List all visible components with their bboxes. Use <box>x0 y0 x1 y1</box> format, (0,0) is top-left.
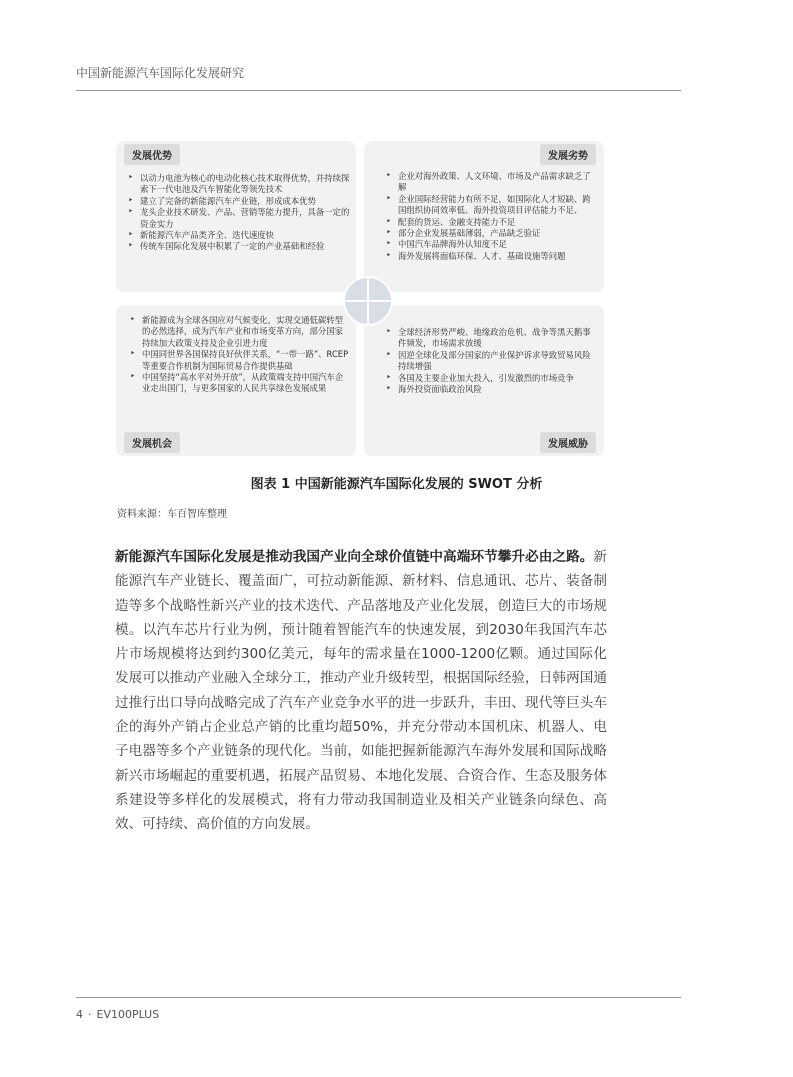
swot-threats-panel <box>364 305 604 456</box>
list-item: ‣ 企业对海外政策、人文环境、市场及产品需求缺乏了解 <box>384 171 598 194</box>
swot-threats-list <box>384 327 598 395</box>
list-item: ‣ 新能源汽车产品类齐全、迭代速度快 <box>126 230 352 241</box>
list-item: ‣ 中国汽车品牌海外认知度不足 <box>384 239 598 250</box>
list-item: ‣ 海外投资面临政治风险 <box>384 384 598 395</box>
footer-separator: · <box>88 1008 92 1021</box>
footer-divider <box>76 997 681 998</box>
swot-weaknesses-label: 发展劣势 <box>540 144 596 165</box>
header-divider <box>76 90 681 91</box>
list-item: ‣ 因逆全球化及部分国家的产业保护诉求导致贸易风险持续增强 <box>384 350 598 373</box>
figure-source: 资料来源：车百智库整理 <box>117 509 227 520</box>
list-item: ‣ 各国及主要企业加大投入，引发激烈的市场竞争 <box>384 373 598 384</box>
list-item: ‣ 部分企业发展基础薄弱，产品缺乏验证 <box>384 228 598 239</box>
list-item: ‣ 中国同世界各国保持良好伙伴关系，“一带一路”、RCEP等重要合作机制为国际贸易合作提供基础 <box>128 349 350 372</box>
swot-strengths-list <box>126 173 352 253</box>
swot-weaknesses-panel <box>364 141 604 292</box>
footer-brand: EV100PLUS <box>96 1008 160 1021</box>
swot-center-circle <box>343 276 393 326</box>
swot-weaknesses-list <box>384 171 598 262</box>
swot-threats-label: 发展威胁 <box>540 432 596 453</box>
swot-strengths-panel <box>116 141 356 292</box>
page-header-title: 中国新能源汽车国际化发展研究 <box>76 66 245 80</box>
list-item: ‣ 企业国际经营能力有所不足，如国际化人才短缺、跨国组织协同效率低、海外投资项目评估能力不足、 <box>384 194 598 217</box>
list-item: ‣ 海外发展将面临环保、人才、基础设施等问题 <box>384 251 598 262</box>
swot-opportunities-panel <box>116 305 356 456</box>
page-number: 4 <box>76 1008 83 1021</box>
swot-opportunities-list <box>128 315 350 395</box>
swot-strengths-label: 发展优势 <box>124 144 180 165</box>
list-item: ‣ 龙头企业技术研发、产品、营销等能力提升，具备一定的资金实力 <box>126 207 352 230</box>
paragraph-text: 新能源汽车产业链长、覆盖面广，可拉动新能源、新材料、信息通讯、芯片、装备制造等多个战略性新兴产业的技术迭代、产品落地及产业化发展，创造巨大的市场规模。以汽车芯片行业为例，预计随着智能汽车的快速发展，到2030年我国汽车芯片市场规模将达到约300亿美元，每年的需求量在1000-1200亿颗。通过国际化发展可以推动产业融入全球分工，推动产业升级转型，根据国际经验，日韩两国通过推行出口导向战略完成了汽车产业竞争水平的进一步跃升，丰田、现代等巨头车企的海外产销占企业总产销的比重均超50%，并充分带动本国机床、机器人、电子电器等多个产业链条的现代化。当前，如能把握新能源汽车海外发展和国际战略新兴市场崛起的重要机遇，拓展产品贸易、本地化发展、合资合作、生态及服务体系建设等多样化的发展模式，将有力带动我国制造业及相关产业链条向绿色、高效、可持续、高价值的方向发展。 <box>115 549 607 833</box>
list-item: ‣ 传统车国际化发展中积累了一定的产业基础和经验 <box>126 241 352 252</box>
paragraph-lead: 新能源汽车国际化发展是推动我国产业向全球价值链中高端环节攀升必由之路。 <box>115 549 594 565</box>
figure-caption: 图表 1 中国新能源汽车国际化发展的 SWOT 分析 <box>250 477 543 492</box>
body-paragraph <box>115 545 607 837</box>
swot-diagram <box>116 141 604 456</box>
list-item: ‣ 建立了完备的新能源汽车产业链，形成成本优势 <box>126 196 352 207</box>
swot-opportunities-label: 发展机会 <box>124 432 180 453</box>
list-item: ‣ 以动力电池为核心的电动化核心技术取得优势，并持续探索下一代电池及汽车智能化等领先技术 <box>126 173 352 196</box>
list-item: ‣ 新能源成为全球各国应对气候变化，实现交通低碳转型的必然选择，成为汽车产业和市场变革方向，部分国家持续加大政策支持及企业引进力度 <box>128 315 350 349</box>
page-footer <box>76 1008 159 1021</box>
list-item: ‣ 中国坚持“高水平对外开放”，从政策端支持中国汽车企业走出国门，与更多国家的人民共享绿色发展成果 <box>128 372 350 395</box>
list-item: ‣ 配套的货运、金融支持能力不足 <box>384 217 598 228</box>
list-item: ‣ 全球经济形势严峻、地缘政治危机、战争等黑天鹅事件频发，市场需求放缓 <box>384 327 598 350</box>
